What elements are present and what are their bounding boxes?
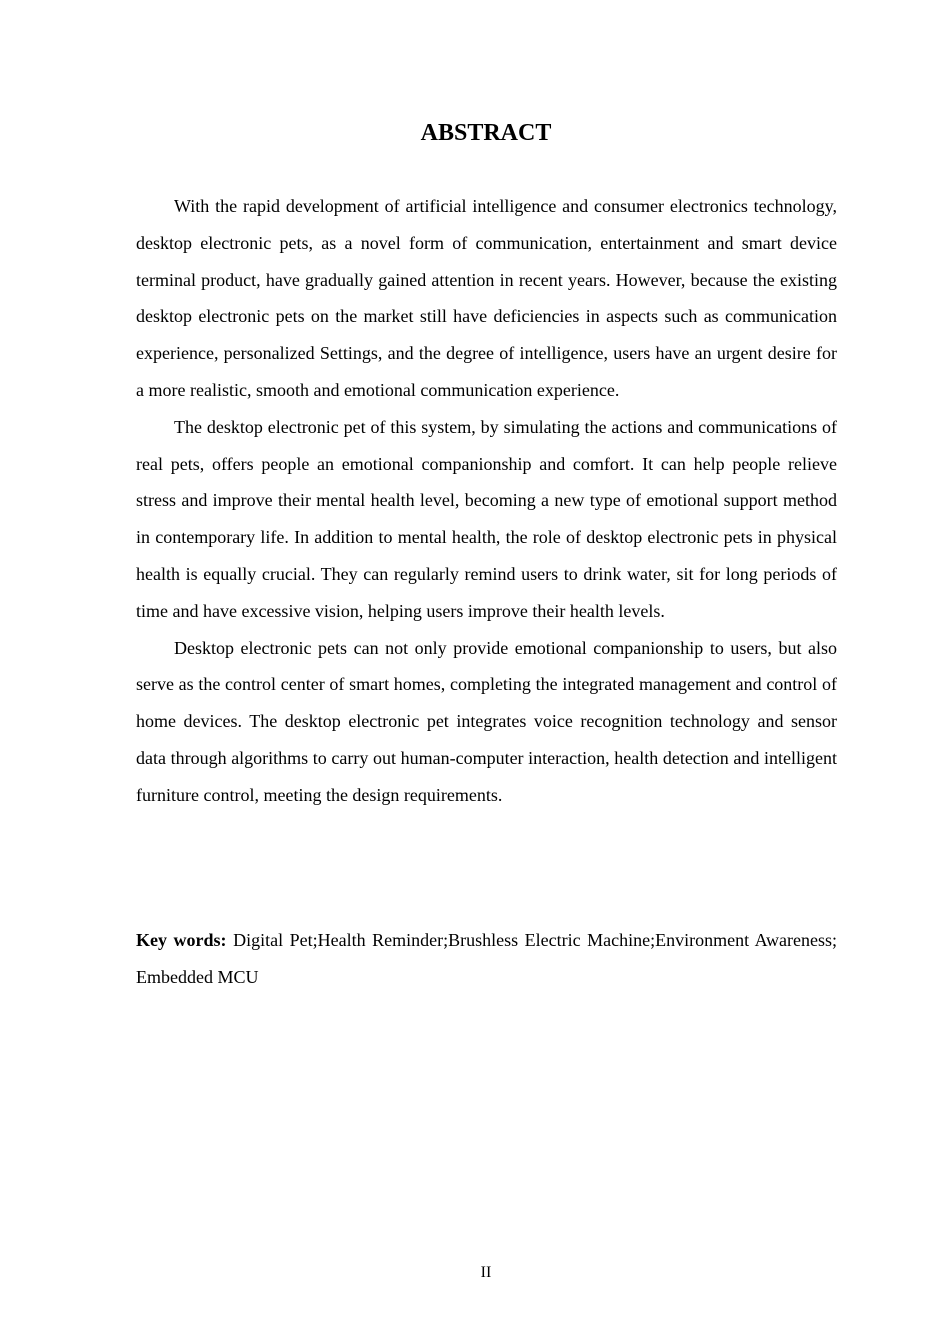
- abstract-paragraph-2: The desktop electronic pet of this system, by simulating the actions and communications of real pets, offers people an emotional companionship and comfort. It can help people relieve stress and improve their mental health level, becoming a new type of emotional support method in contemporary life. In addition to mental health, the role of desktop electronic pets in physical health is equally crucial. They can regularly remind users to drink water, sit for long periods of time and have excessive vision, helping users improve their health levels.: [136, 416, 837, 621]
- abstract-paragraph-3: Desktop electronic pets can not only provide emotional companionship to users, but also serve as the control center of smart homes, completing the integrated management and control of home devices. The desktop electronic pet integrates voice recognition technology and sensor data through algorithms to carry out human-computer interaction, health detection and intelligent furniture control, meeting the design requirements.: [136, 637, 837, 805]
- abstract-paragraph-1: With the rapid development of artificial intelligence and consumer electronics technology, desktop electronic pets, as a novel form of communication, entertainment and smart device terminal product, have gradually gained attention in recent years. However, because the existing desktop electronic pets on the market still have deficiencies in aspects such as communication experience, personalized Settings, and the degree of intelligence, users have an urgent desire for a more realistic, smooth and emotional communication experience.: [136, 196, 837, 400]
- abstract-body: [136, 188, 837, 814]
- keywords-line: [136, 922, 837, 996]
- abstract-title: ABSTRACT: [420, 120, 552, 146]
- page-number: II: [480, 1264, 492, 1281]
- keywords-label: Key words:: [136, 930, 227, 950]
- keywords-text: Digital Pet;Health Reminder;Brushless Electric Machine;Environment Awareness; Embedded MCU: [136, 930, 837, 987]
